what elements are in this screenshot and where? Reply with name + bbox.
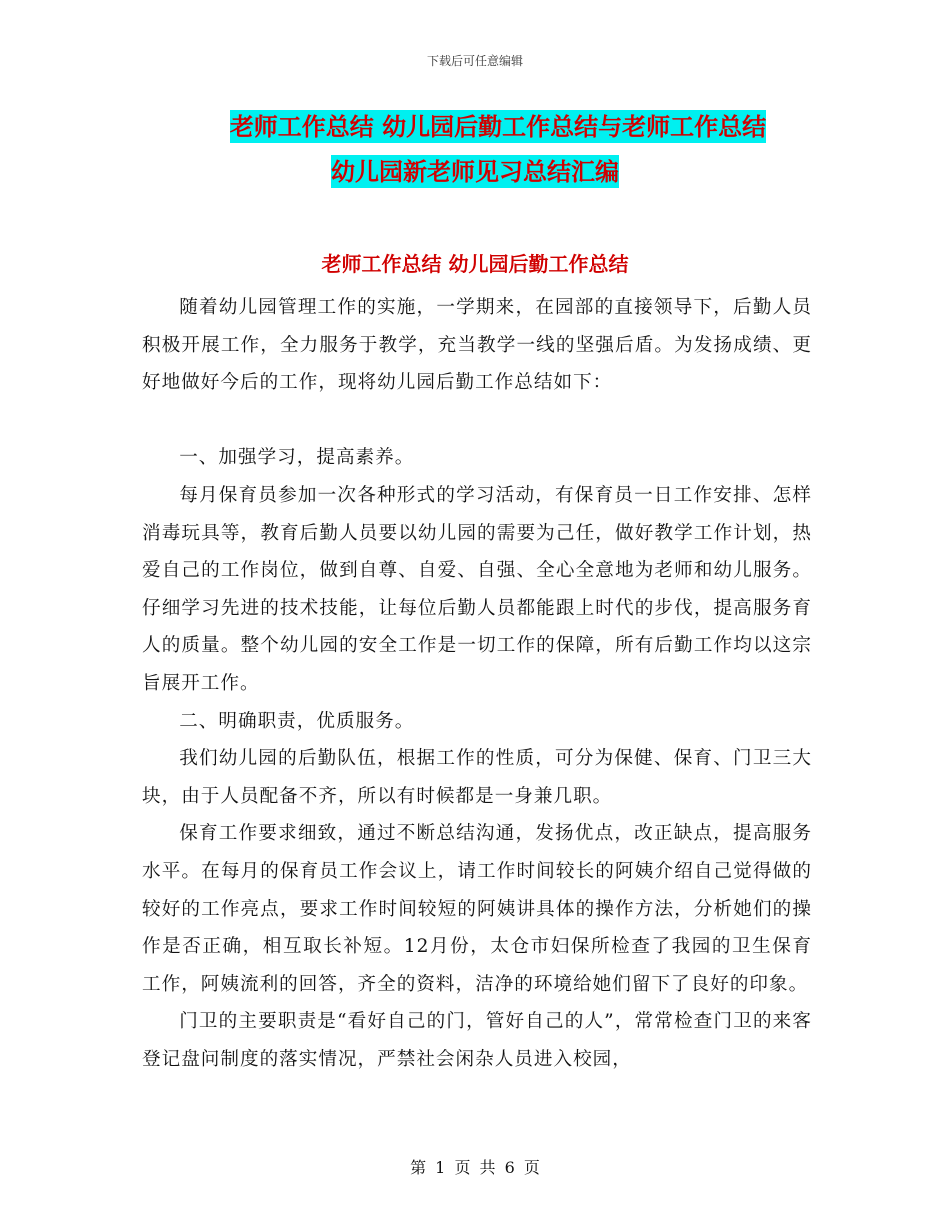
title-highlight-1: 老师工作总结 幼儿园后勤工作总结与老师工作总结 [229,112,767,141]
heading-two: 二、明确职责，优质服务。 [179,710,415,732]
header-note: 下载后可任意编辑 [426,54,523,68]
page-footer: 第 1 页 共 6 页 [410,1158,540,1177]
paragraph-care: 保育工作要求细致，通过不断总结沟通，发扬优点，改正缺点，提高服务水平。在每月的保育员工作会议上，请工作时间较长的阿姨介绍自己觉得做的较好的工作亮点，要求工作时间较短的阿姨讲具体的操作方法，分析她们的操作是否正确，相互取长补短。12月份，太仓市妇保所检查了我园的卫生保育工作，阿姨流利的回答，齐全的资料，洁净的环境给她们留下了良好的印象。 [142,823,812,995]
paragraph-guard: 门卫的主要职责是“看好自己的门，管好自己的人”，常常检查门卫的来客登记盘问制度的落实情况，严禁社会闲杂人员进入校园， [142,1011,812,1070]
body-text [142,289,812,1078]
paragraph-team: 我们幼儿园的后勤队伍，根据工作的性质，可分为保健、保育、门卫三大块，由于人员配备不齐，所以有时候都是一身兼几职。 [142,748,812,807]
heading-one: 一、加强学习，提高素养。 [179,447,415,469]
paragraph-blank [142,402,812,440]
paragraph-learning: 每月保育员参加一次各种形式的学习活动，有保育员一日工作安排、怎样消毒玩具等，教育后勤人员要以幼儿园的需要为己任，做好教学工作计划，热爱自己的工作岗位，做到自尊、自爱、自强、全心全意地为老师和幼儿服务。仔细学习先进的技术技能，让每位后勤人员都能跟上时代的步伐，提高服务育人的质量。整个幼儿园的安全工作是一切工作的保障，所有后勤工作均以这宗旨展开工作。 [142,484,812,694]
document-title-line-1 [0,112,950,142]
title-highlight-2: 幼儿园新老师见习总结汇编 [331,157,619,186]
document-title-line-2 [0,157,950,187]
paragraph-intro: 随着幼儿园管理工作的实施，一学期来，在园部的直接领导下，后勤人员积极开展工作，全力服务于教学，充当教学一线的坚强后盾。为发扬成绩、更好地做好今后的工作，现将幼儿园后勤工作总结如下： [142,297,812,394]
section-title: 老师工作总结 幼儿园后勤工作总结 [321,252,629,276]
